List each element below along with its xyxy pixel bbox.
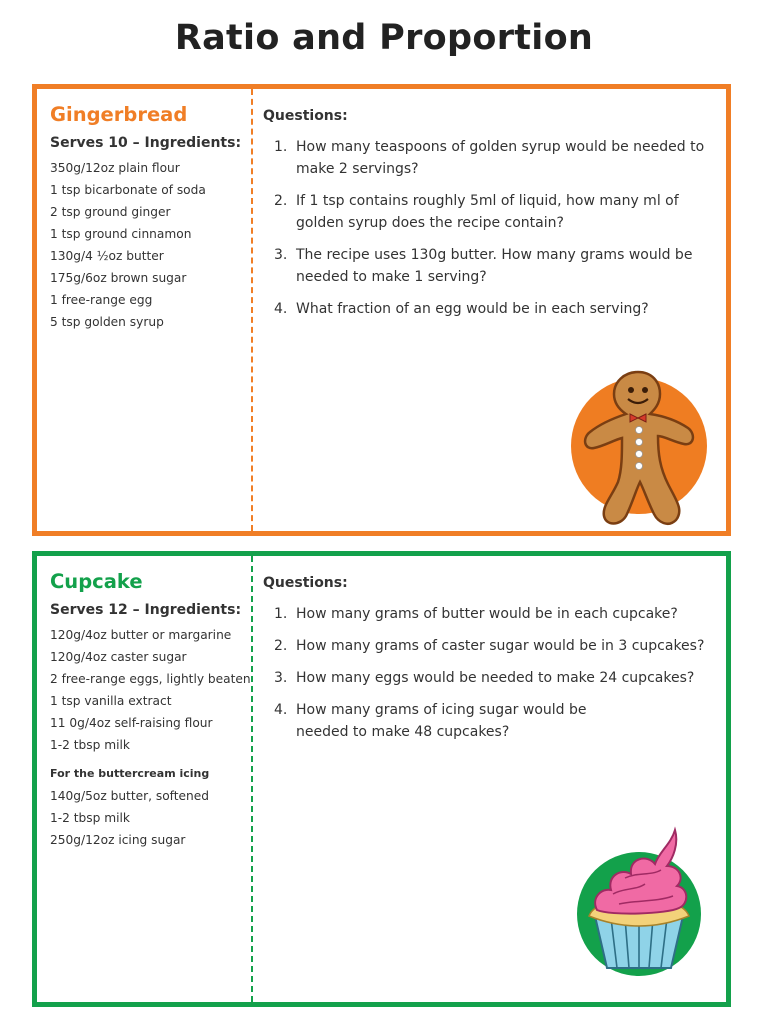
question-text: How many teaspoons of golden syrup would be needed to make 2 servings?: [296, 139, 705, 177]
cupcake-questions-panel: [263, 573, 715, 753]
serves-label: Serves 12 – Ingredients:: [50, 602, 242, 618]
question-item: [263, 699, 715, 743]
question-text: How many grams of butter would be in each cupcake?: [296, 606, 678, 622]
question-number: 3.: [274, 670, 288, 686]
gingerbread-man-icon: [564, 364, 714, 534]
ingredient-item: 175g/6oz brown sugar: [50, 271, 187, 285]
question-number: 3.: [274, 247, 288, 263]
questions-heading: Questions:: [263, 575, 348, 591]
ingredient-list: [50, 624, 251, 756]
question-number: 4.: [274, 301, 288, 317]
icing-ingredient-list: [50, 785, 248, 851]
question-item: [263, 635, 715, 657]
ingredient-list: [50, 157, 248, 333]
ingredient-item: 5 tsp golden syrup: [50, 315, 164, 329]
gingerbread-card: [32, 84, 731, 536]
question-list: [263, 136, 715, 320]
ingredient-item: 1 tsp vanilla extract: [50, 694, 172, 708]
cupcake-icon: [567, 818, 712, 978]
question-text: How many eggs would be needed to make 24 cupcakes?: [296, 670, 695, 686]
ingredient-item: 2 tsp ground ginger: [50, 205, 171, 219]
question-number: 4.: [274, 702, 288, 718]
question-item: [263, 136, 715, 180]
question-number: 2.: [274, 193, 288, 209]
recipe-title: Cupcake: [50, 570, 143, 593]
ingredient-item: 1-2 tbsp milk: [50, 811, 130, 825]
ingredient-item: 130g/4 ½oz butter: [50, 249, 164, 263]
question-item: [263, 244, 715, 288]
ingredient-item: 11 0g/4oz self-raising flour: [50, 716, 213, 730]
recipe-title: Gingerbread: [50, 103, 188, 126]
cupcake-card: [32, 551, 731, 1007]
ingredient-item: 120g/4oz butter or margarine: [50, 628, 232, 642]
question-item: [263, 603, 715, 625]
ingredient-item: 350g/12oz plain flour: [50, 161, 180, 175]
question-text: How many grams of caster sugar would be in 3 cupcakes?: [296, 638, 705, 654]
questions-heading: Questions:: [263, 108, 348, 124]
ingredient-item: 120g/4oz caster sugar: [50, 650, 187, 664]
page-title: Ratio and Proportion: [174, 18, 594, 58]
question-number: 1.: [274, 139, 288, 155]
gingerbread-questions-panel: [263, 106, 715, 330]
question-text: The recipe uses 130g butter. How many grams would be needed to make 1 serving?: [296, 247, 693, 285]
question-number: 2.: [274, 638, 288, 654]
gingerbread-ingredients-panel: [50, 103, 248, 333]
question-item: [263, 298, 715, 320]
question-text: If 1 tsp contains roughly 5ml of liquid, how many ml of golden syrup does the recipe contain?: [296, 193, 679, 231]
dashed-divider: [251, 556, 253, 1002]
ingredient-item: 1-2 tbsp milk: [50, 738, 130, 752]
serves-label: Serves 10 – Ingredients:: [50, 135, 242, 151]
question-text: What fraction of an egg would be in each serving?: [296, 301, 649, 317]
question-item: [263, 190, 715, 234]
dashed-divider: [251, 89, 253, 531]
question-number: 1.: [274, 606, 288, 622]
icing-heading: For the buttercream icing: [50, 767, 210, 780]
ingredient-item: 1 tsp bicarbonate of soda: [50, 183, 206, 197]
ingredient-item: 1 free-range egg: [50, 293, 153, 307]
ingredient-item: 250g/12oz icing sugar: [50, 833, 186, 847]
question-text: How many grams of icing sugar would be needed to make 48 cupcakes?: [296, 702, 587, 740]
cupcake-ingredients-panel: [50, 570, 251, 851]
ingredient-item: 1 tsp ground cinnamon: [50, 227, 192, 241]
question-item: [263, 667, 715, 689]
ingredient-item: 2 free-range eggs, lightly beaten: [50, 672, 251, 686]
question-list: [263, 603, 715, 743]
ingredient-item: 140g/5oz butter, softened: [50, 789, 209, 803]
